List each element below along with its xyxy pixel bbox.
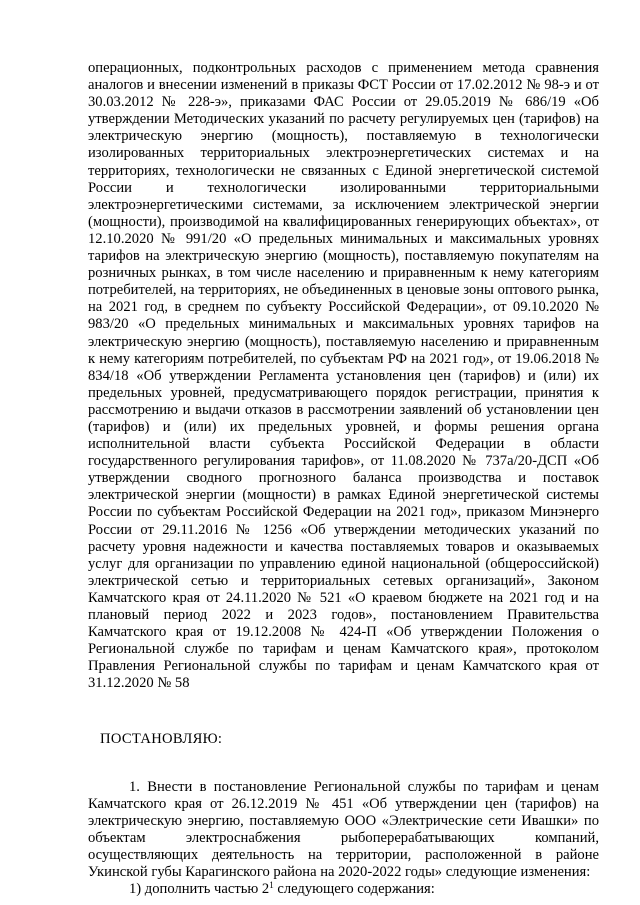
sub-item-1 — [88, 881, 599, 898]
body-paragraph: операционных, подконтрольных расходов с применением метода сравнения аналогов и внесении изменений в приказы ФСТ России от 17.02.2012 № 98-э и от 30.03.2012 № 228-э», приказами ФАС России от 29.05.2019 № 686/19 «Об утверждении Методических указаний по расчету регулируемых цен (тарифов) на электрическую энергию (мощность), поставляемую в технологически изолированных территориальных электроэнергетических системах и на территориях, технологически не связанных с Единой энергетической системой России и технологически изолированными территориальными электроэнергетическими системами, за исключением электрической энергии (мощности), производимой на квалифицированных генерирующих объектах», от 12.10.2020 № 991/20 «О предельных минимальных и максимальных уровнях тарифов на электрическую энергию (мощность), поставляемую покупателям на розничных рынках, в том числе населению и приравненным к нему категориям потребителей, на территориях, не объединенных в ценовые зоны оптового рынка, на 2021 год, в среднем по субъекту Российской Федерации», от 09.10.2020 № 983/20 «О предельных минимальных и максимальных уровнях тарифов на электрическую энергию (мощность), поставляемую населению и приравненным к нему категориям потребителей, по субъектам РФ на 2021 год», от 19.06.2018 № 834/18 «Об утверждении Регламента установления цен (тарифов) и (или) их предельных уровней, предусматривающего порядок регистрации, принятия к рассмотрению и выдачи отказов в рассмотрении заявлений об установлении цен (тарифов) и (или) их предельных уровней, и формы решения органа исполнительной власти субъекта Российской Федерации в области государственного регулирования тарифов», от 11.08.2020 № 737а/20-ДСП «Об утверждении сводного прогнозного баланса производства и поставок электрической энергии (мощности) в рамках Единой энергетической системы России по субъектам Российской Федерации на 2021 год», приказом Минэнерго России от 29.11.2016 № 1256 «Об утверждении методических указаний по расчету уровня надежности и качества поставляемых товаров и оказываемых услуг для организации по управлению единой национальной (общероссийской) электрической сетью и территориальных сетевых организаций», Законом Камчатского края от 24.11.2020 № 521 «О краевом бюджете на 2021 год и на плановый период 2022 и 2023 годов», постановлением Правительства Камчатского края от 19.12.2008 № 424-П «Об утверждении Положения о Региональной службе по тарифам и ценам Камчатского края», протоколом Правления Региональной службы по тарифам и ценам Камчатского края от 31.12.2020 № 58 — [88, 60, 599, 692]
sub-item-superscript: 1 — [269, 880, 274, 891]
item-1: 1. Внести в постановление Региональной службы по тарифам и ценам Камчатского края от 26.12.2019 № 451 «Об утверждении цен (тарифов) на электрическую энергию, поставляемую ООО «Электрические сети Ивашки» по объектам электроснабжения рыбоперерабатывающих компаний, осуществляющих деятельность на территории, расположенной в районе Укинской губы Карагинского района на 2020-2022 годы» следующие изменения: — [88, 778, 599, 881]
decree-heading: ПОСТАНОВЛЯЮ: — [100, 731, 223, 748]
sub-item-prefix: 1) дополнить частью 2 — [129, 881, 270, 898]
sub-item-suffix: следующего содержания: — [273, 881, 435, 898]
